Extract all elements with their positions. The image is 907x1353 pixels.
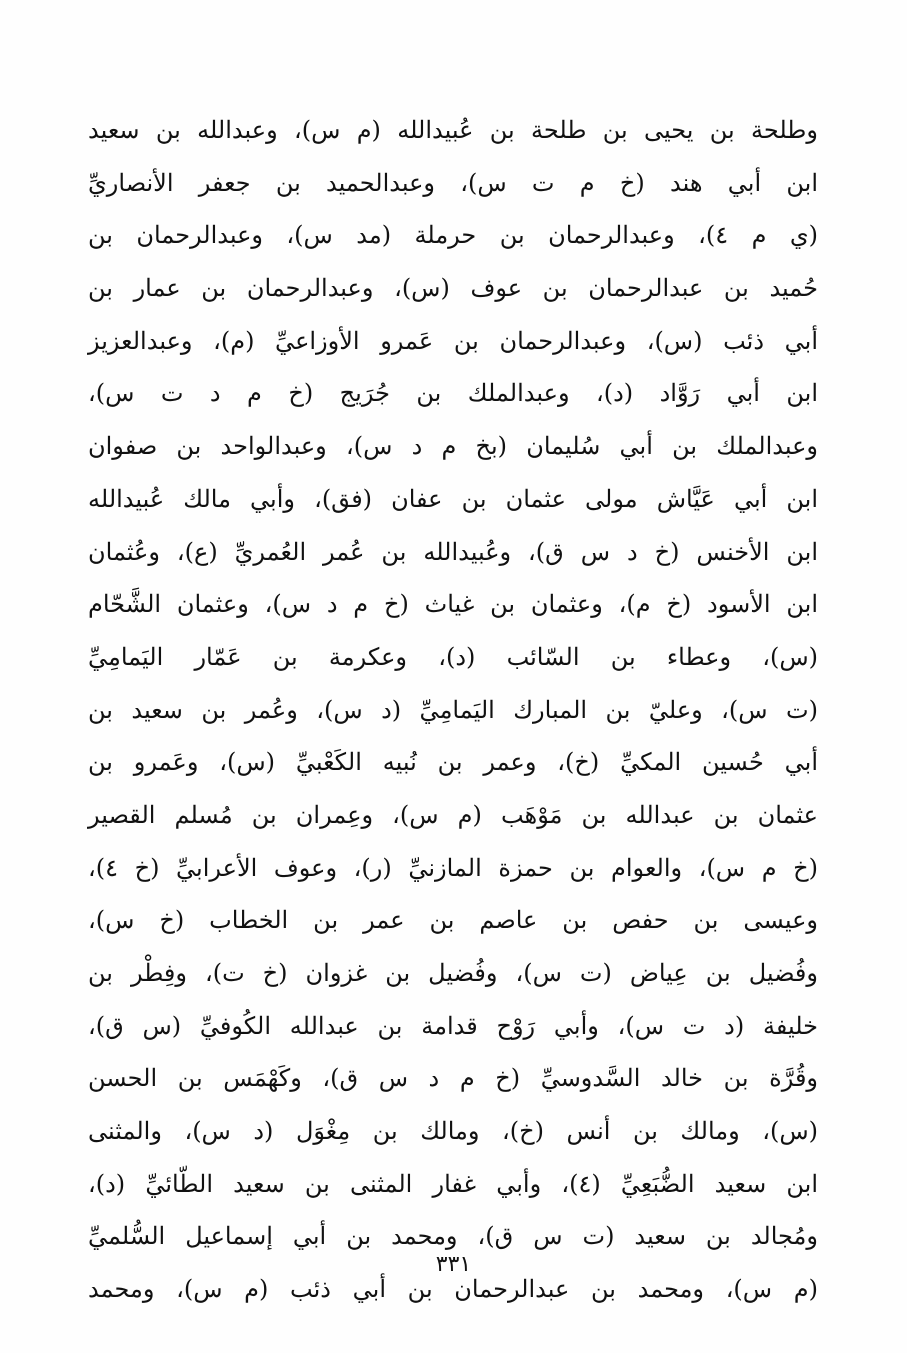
text-line: (س)، وعطاء بن السّائب (د)، وعكرمة بن عَمّار اليَمامِيِّ [88,642,818,671]
text-line: (م س)، ومحمد بن عبدالرحمان بن أبي ذئب (م س)، ومحمد [88,1275,818,1304]
text-line: وطلحة بن يحيى بن طلحة بن عُبيدالله (م س)، وعبدالله بن سعيد [88,116,818,144]
text-line: عثمان بن عبدالله بن مَوْهَب (م س)، وعِمران بن مُسلم القصير [88,800,818,829]
text-line: وقُرَّة بن خالد السَّدوسيِّ (خ م د س ق)، وكَهْمَس بن الحسن [88,1064,819,1093]
text-line: ابن أبي هند (خ م ت س)، وعبدالحميد بن جعفر الأنصاريِّ [88,168,818,197]
text-line: أبي حُسين المكيِّ (خ)، وعمر بن نُبيه الكَعْبيِّ (س)، وعَمرو بن [88,748,818,777]
text-line: (ت س)، وعليّ بن المبارك اليَمامِيِّ (د س)، وعُمر بن سعيد بن [88,695,818,724]
text-line: وفُضيل بن عِياض (ت س)، وفُضيل بن غزوان (خ ت)، وفِطْر بن [88,959,818,987]
text-line: ابن الأسود (خ م)، وعثمان بن غياث (خ م د س)، وعثمان الشَّحّام [88,590,818,619]
body-text [88,104,818,1316]
text-line: ابن سعيد الضُّبَعِيِّ (٤)، وأبي غفار المثنى بن سعيد الطّائيِّ (د)، [88,1169,818,1198]
text-line: أبي ذئب (س)، وعبدالرحمان بن عَمرو الأوزاعيِّ (م)، وعبدالعزيز [88,326,818,355]
text-line: وعبدالملك بن أبي سُليمان (بخ م د س)، وعبدالواحد بن صفوان [88,432,818,461]
text-line: (خ م س)، والعوام بن حمزة المازنيِّ (ر)، وعوف الأعرابيِّ (خ ٤)، [88,853,819,882]
text-line: خليفة (د ت س)، وأبي رَوْح قدامة بن عبدالله الكُوفيِّ (س ق)، [88,1011,818,1040]
text-line: ابن أبي رَوَّاد (د)، وعبدالملك بن جُرَيج (خ م د ت س)، [88,379,818,408]
text-line: (س)، ومالك بن أنس (خ)، ومالك بن مِغْوَل (د س)، والمثنى [88,1117,818,1146]
text-line: (ي م ٤)، وعبدالرحمان بن حرملة (مد س)، وعبدالرحمان بن [88,221,819,250]
text-line: وعيسى بن حفص بن عاصم بن عمر بن الخطاب (خ س)، [88,906,818,935]
text-line: حُميد بن عبدالرحمان بن عوف (س)، وعبدالرحمان بن عمار بن [88,274,818,303]
text-line: ابن أبي عَيَّاش مولى عثمان بن عفان (فق)، وأبي مالك عُبيدالله [88,484,818,513]
text-line: ومُجالد بن سعيد (ت س ق)، ومحمد بن أبي إسماعيل السُّلميِّ [88,1222,818,1251]
page-number: ٣٣١ [435,1252,472,1277]
text-line: ابن الأخنس (خ د س ق)، وعُبيدالله بن عُمر العُمريِّ (ع)، وعُثمان [88,537,818,566]
